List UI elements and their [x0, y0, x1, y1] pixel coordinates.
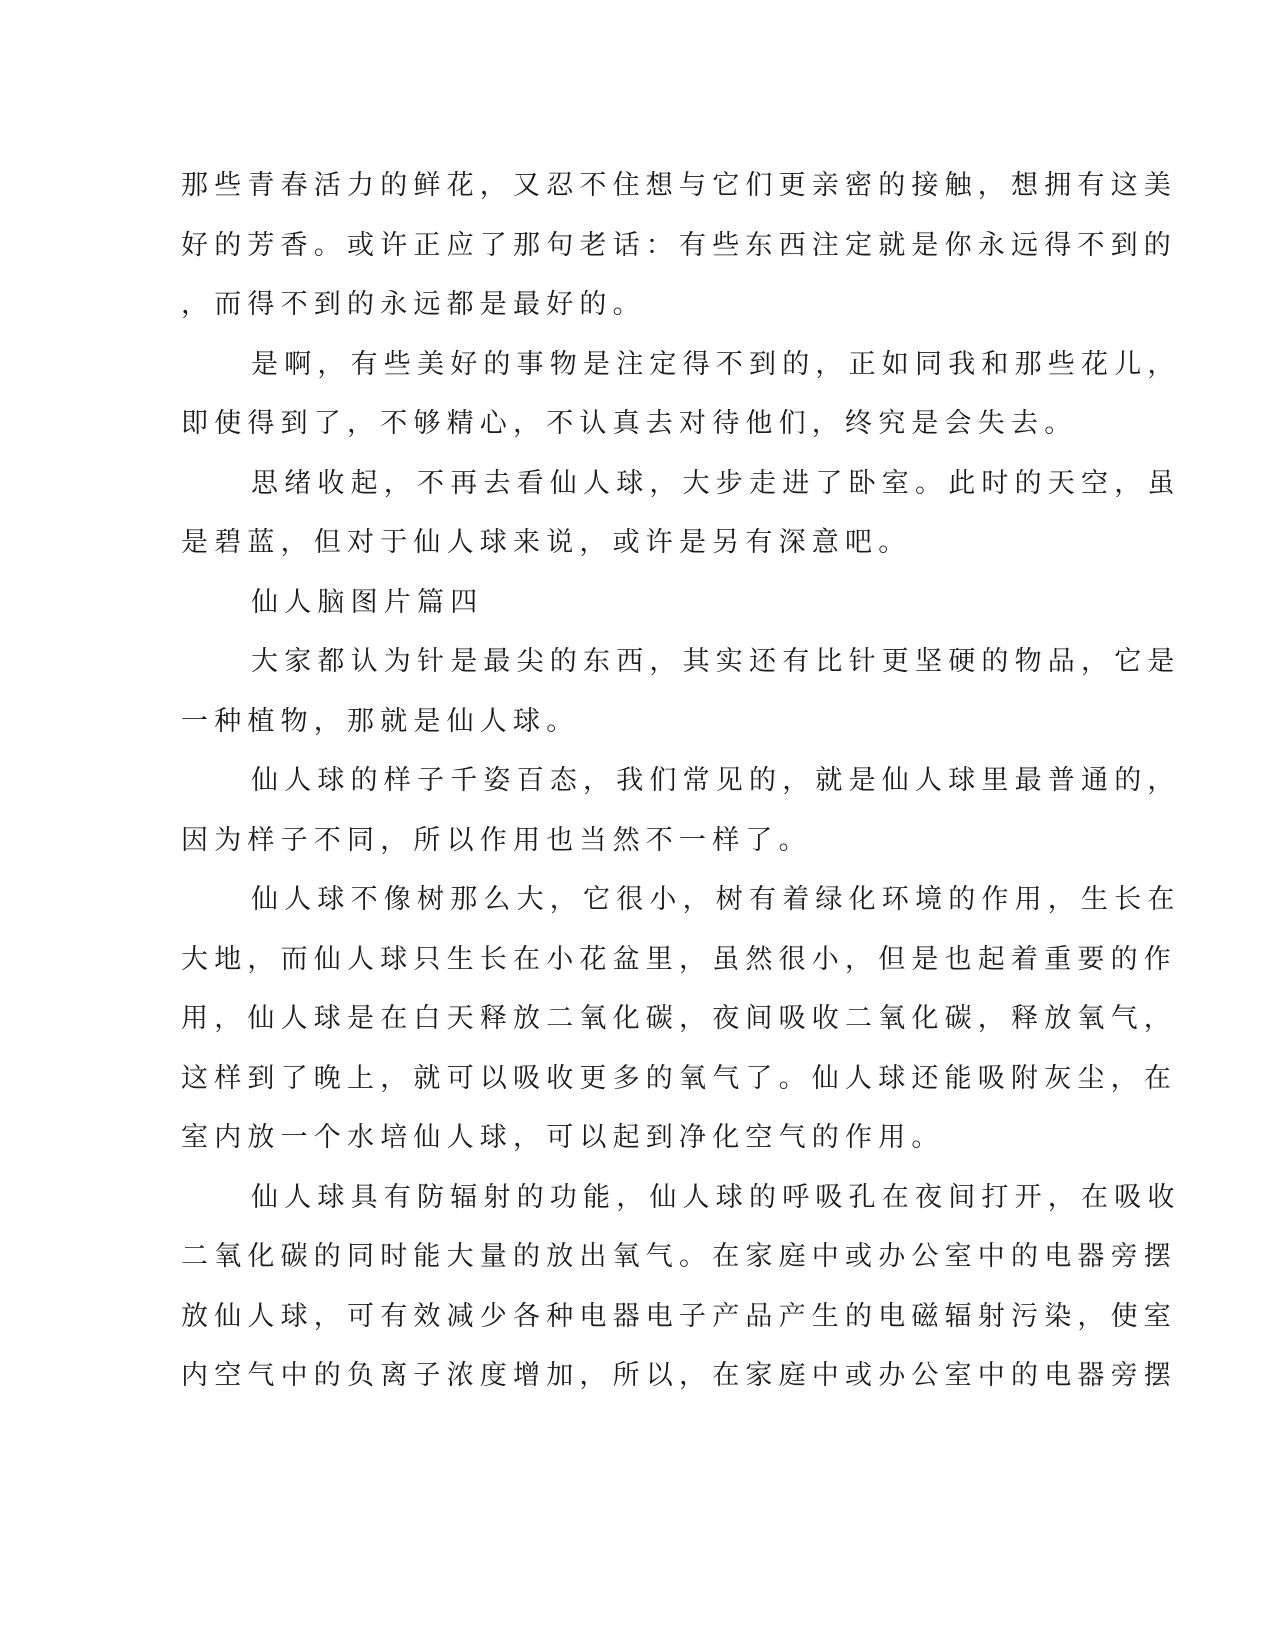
text-line: 即使得到了，不够精心，不认真去对待他们，终究是会失去。: [181, 408, 1078, 439]
text-line: 室内放一个水培仙人球，可以起到净化空气的作用。: [181, 1122, 945, 1153]
text-line: 内空气中的负离子浓度增加，所以，在家庭中或办公室中的电器旁摆: [181, 1360, 1177, 1391]
text-line: 二氧化碳的同时能大量的放出氧气。在家庭中或办公室中的电器旁摆: [181, 1241, 1177, 1272]
text-line: 是碧蓝，但对于仙人球来说，或许是另有深意吧。: [181, 527, 912, 558]
text-line: 放仙人球，可有效减少各种电器电子产品产生的电磁辐射污染，使室: [181, 1300, 1177, 1332]
text-line: 这样到了晚上，就可以吸收更多的氧气了。仙人球还能吸附灰尘，在: [181, 1062, 1177, 1094]
text-line: 那些青春活力的鲜花，又忍不住想与它们更亲密的接触，想拥有这美: [181, 170, 1177, 201]
text-line: 因为样子不同，所以作用也当然不一样了。: [181, 824, 812, 856]
text-line: 用，仙人球是在白天释放二氧化碳，夜间吸收二氧化碳，释放氧气，: [181, 1003, 1177, 1034]
text-line: 思绪收起，不再去看仙人球，大步走进了卧室。此时的天空，虽: [251, 467, 1181, 499]
text-line: 仙人球不像树那么大，它很小，树有着绿化环境的作用，生长在: [251, 884, 1181, 915]
section-heading: 仙人脑图片篇四: [251, 586, 484, 618]
text-line: 好的芳香。或许正应了那句老话：有些东西注定就是你永远得不到的: [181, 229, 1177, 261]
text-line: 仙人球的样子千姿百态，我们常见的，就是仙人球里最普通的，: [251, 765, 1181, 796]
text-line: ，而得不到的永远都是最好的。: [181, 289, 646, 320]
text-line: 一种植物，那就是仙人球。: [181, 705, 580, 737]
document-body: [181, 156, 1181, 1406]
text-line: 是啊，有些美好的事物是注定得不到的，正如同我和那些花儿，: [251, 348, 1181, 380]
text-line: 仙人球具有防辐射的功能，仙人球的呼吸孔在夜间打开，在吸收: [251, 1181, 1181, 1213]
text-line: 大家都认为针是最尖的东西，其实还有比针更坚硬的物品，它是: [251, 646, 1181, 677]
text-line: 大地，而仙人球只生长在小花盆里，虽然很小，但是也起着重要的作: [181, 943, 1177, 975]
